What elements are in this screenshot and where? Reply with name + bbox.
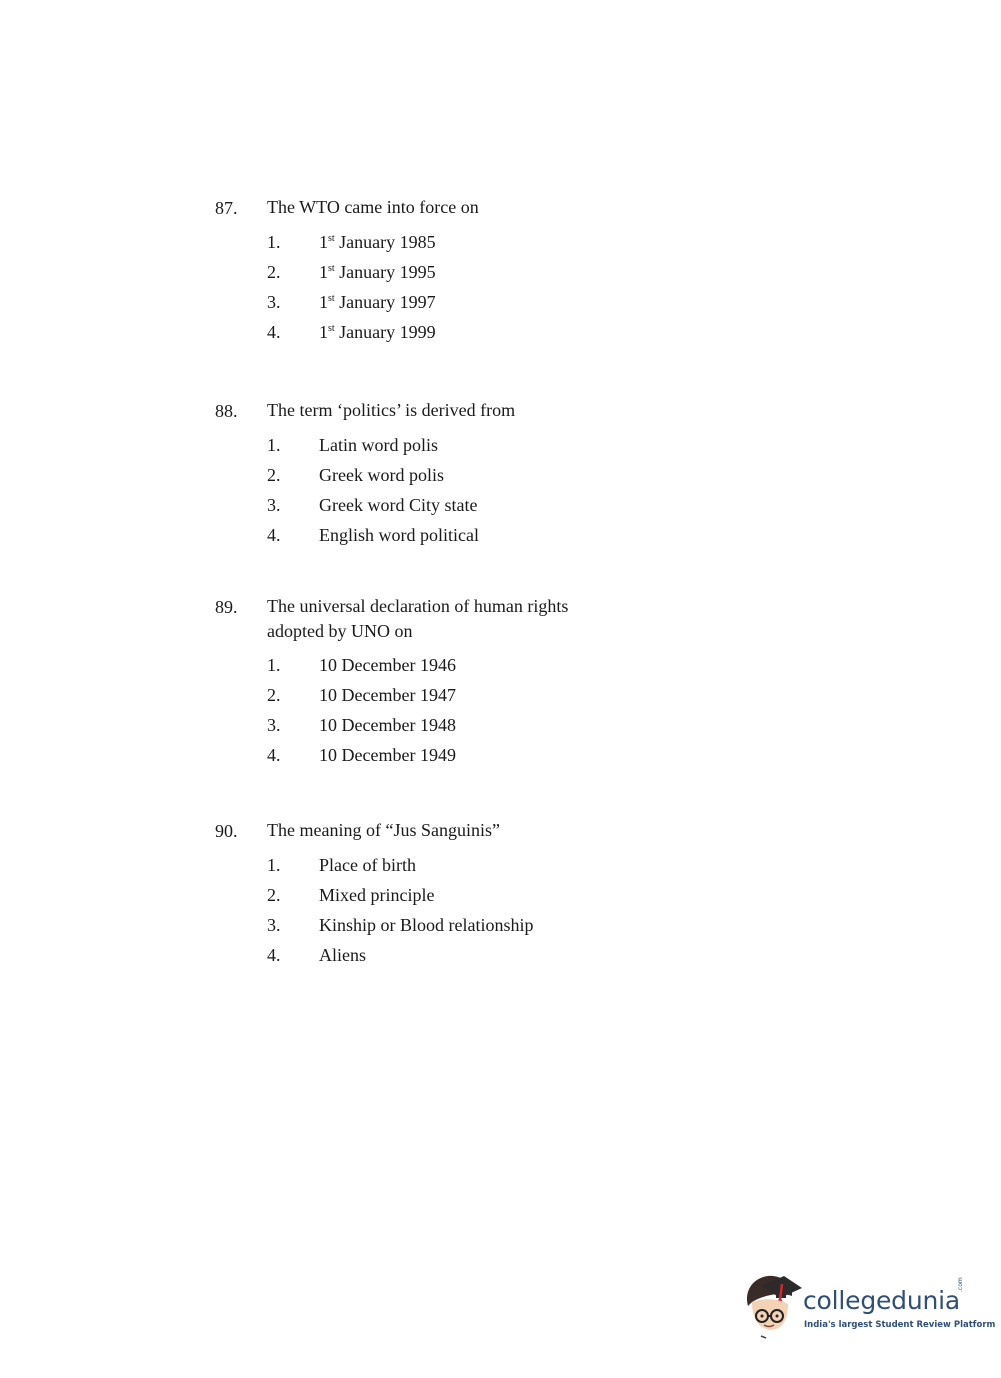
- option-number: 3.: [267, 495, 281, 515]
- question-number: 88.: [215, 401, 238, 421]
- question-number: 90.: [215, 821, 238, 841]
- option-number: 3.: [267, 715, 281, 735]
- logo-dotcom: .com: [957, 1277, 964, 1292]
- question-text: The term ‘politics’ is derived from: [267, 400, 516, 420]
- collegedunia-logo: [742, 1272, 996, 1342]
- option-number: 1.: [267, 655, 281, 675]
- option-text: Greek word City state: [319, 495, 478, 515]
- option-text: 1st January 1995: [319, 262, 436, 282]
- option-text: Kinship or Blood relationship: [319, 915, 534, 935]
- option-text: 10 December 1946: [319, 655, 456, 675]
- question-text-line-2: adopted by UNO on: [267, 621, 413, 641]
- logo-tagline: India's largest Student Review Platform: [804, 1320, 996, 1330]
- question-text: The WTO came into force on: [267, 197, 479, 217]
- option-text: 1st January 1997: [319, 292, 436, 312]
- option-text: English word political: [319, 525, 479, 545]
- option-number: 1.: [267, 232, 281, 252]
- option-number: 2.: [267, 262, 281, 282]
- logo-wordmark: collegedunia: [803, 1286, 960, 1315]
- question-number: 87.: [215, 198, 238, 218]
- option-number: 2.: [267, 685, 281, 705]
- option-number: 2.: [267, 885, 281, 905]
- option-text: 1st January 1999: [319, 322, 436, 342]
- option-text: 10 December 1948: [319, 715, 456, 735]
- option-number: 1.: [267, 435, 281, 455]
- option-number: 4.: [267, 322, 281, 342]
- option-text: Place of birth: [319, 855, 416, 875]
- option-number: 3.: [267, 915, 281, 935]
- option-number: 2.: [267, 465, 281, 485]
- option-number: 3.: [267, 292, 281, 312]
- option-number: 4.: [267, 525, 281, 545]
- question-text: The meaning of “Jus Sanguinis”: [267, 820, 500, 840]
- question-text-line-1: The universal declaration of human rights: [267, 596, 569, 616]
- option-number: 1.: [267, 855, 281, 875]
- option-text: Latin word polis: [319, 435, 438, 455]
- option-text: 1st January 1985: [319, 232, 436, 252]
- option-text: 10 December 1947: [319, 685, 456, 705]
- mascot-with-graduation-cap-icon: [742, 1272, 804, 1340]
- option-text: Greek word polis: [319, 465, 444, 485]
- option-text: Aliens: [319, 945, 366, 965]
- option-text: Mixed principle: [319, 885, 435, 905]
- option-number: 4.: [267, 945, 281, 965]
- option-number: 4.: [267, 745, 281, 765]
- option-text: 10 December 1949: [319, 745, 456, 765]
- question-number: 89.: [215, 597, 238, 617]
